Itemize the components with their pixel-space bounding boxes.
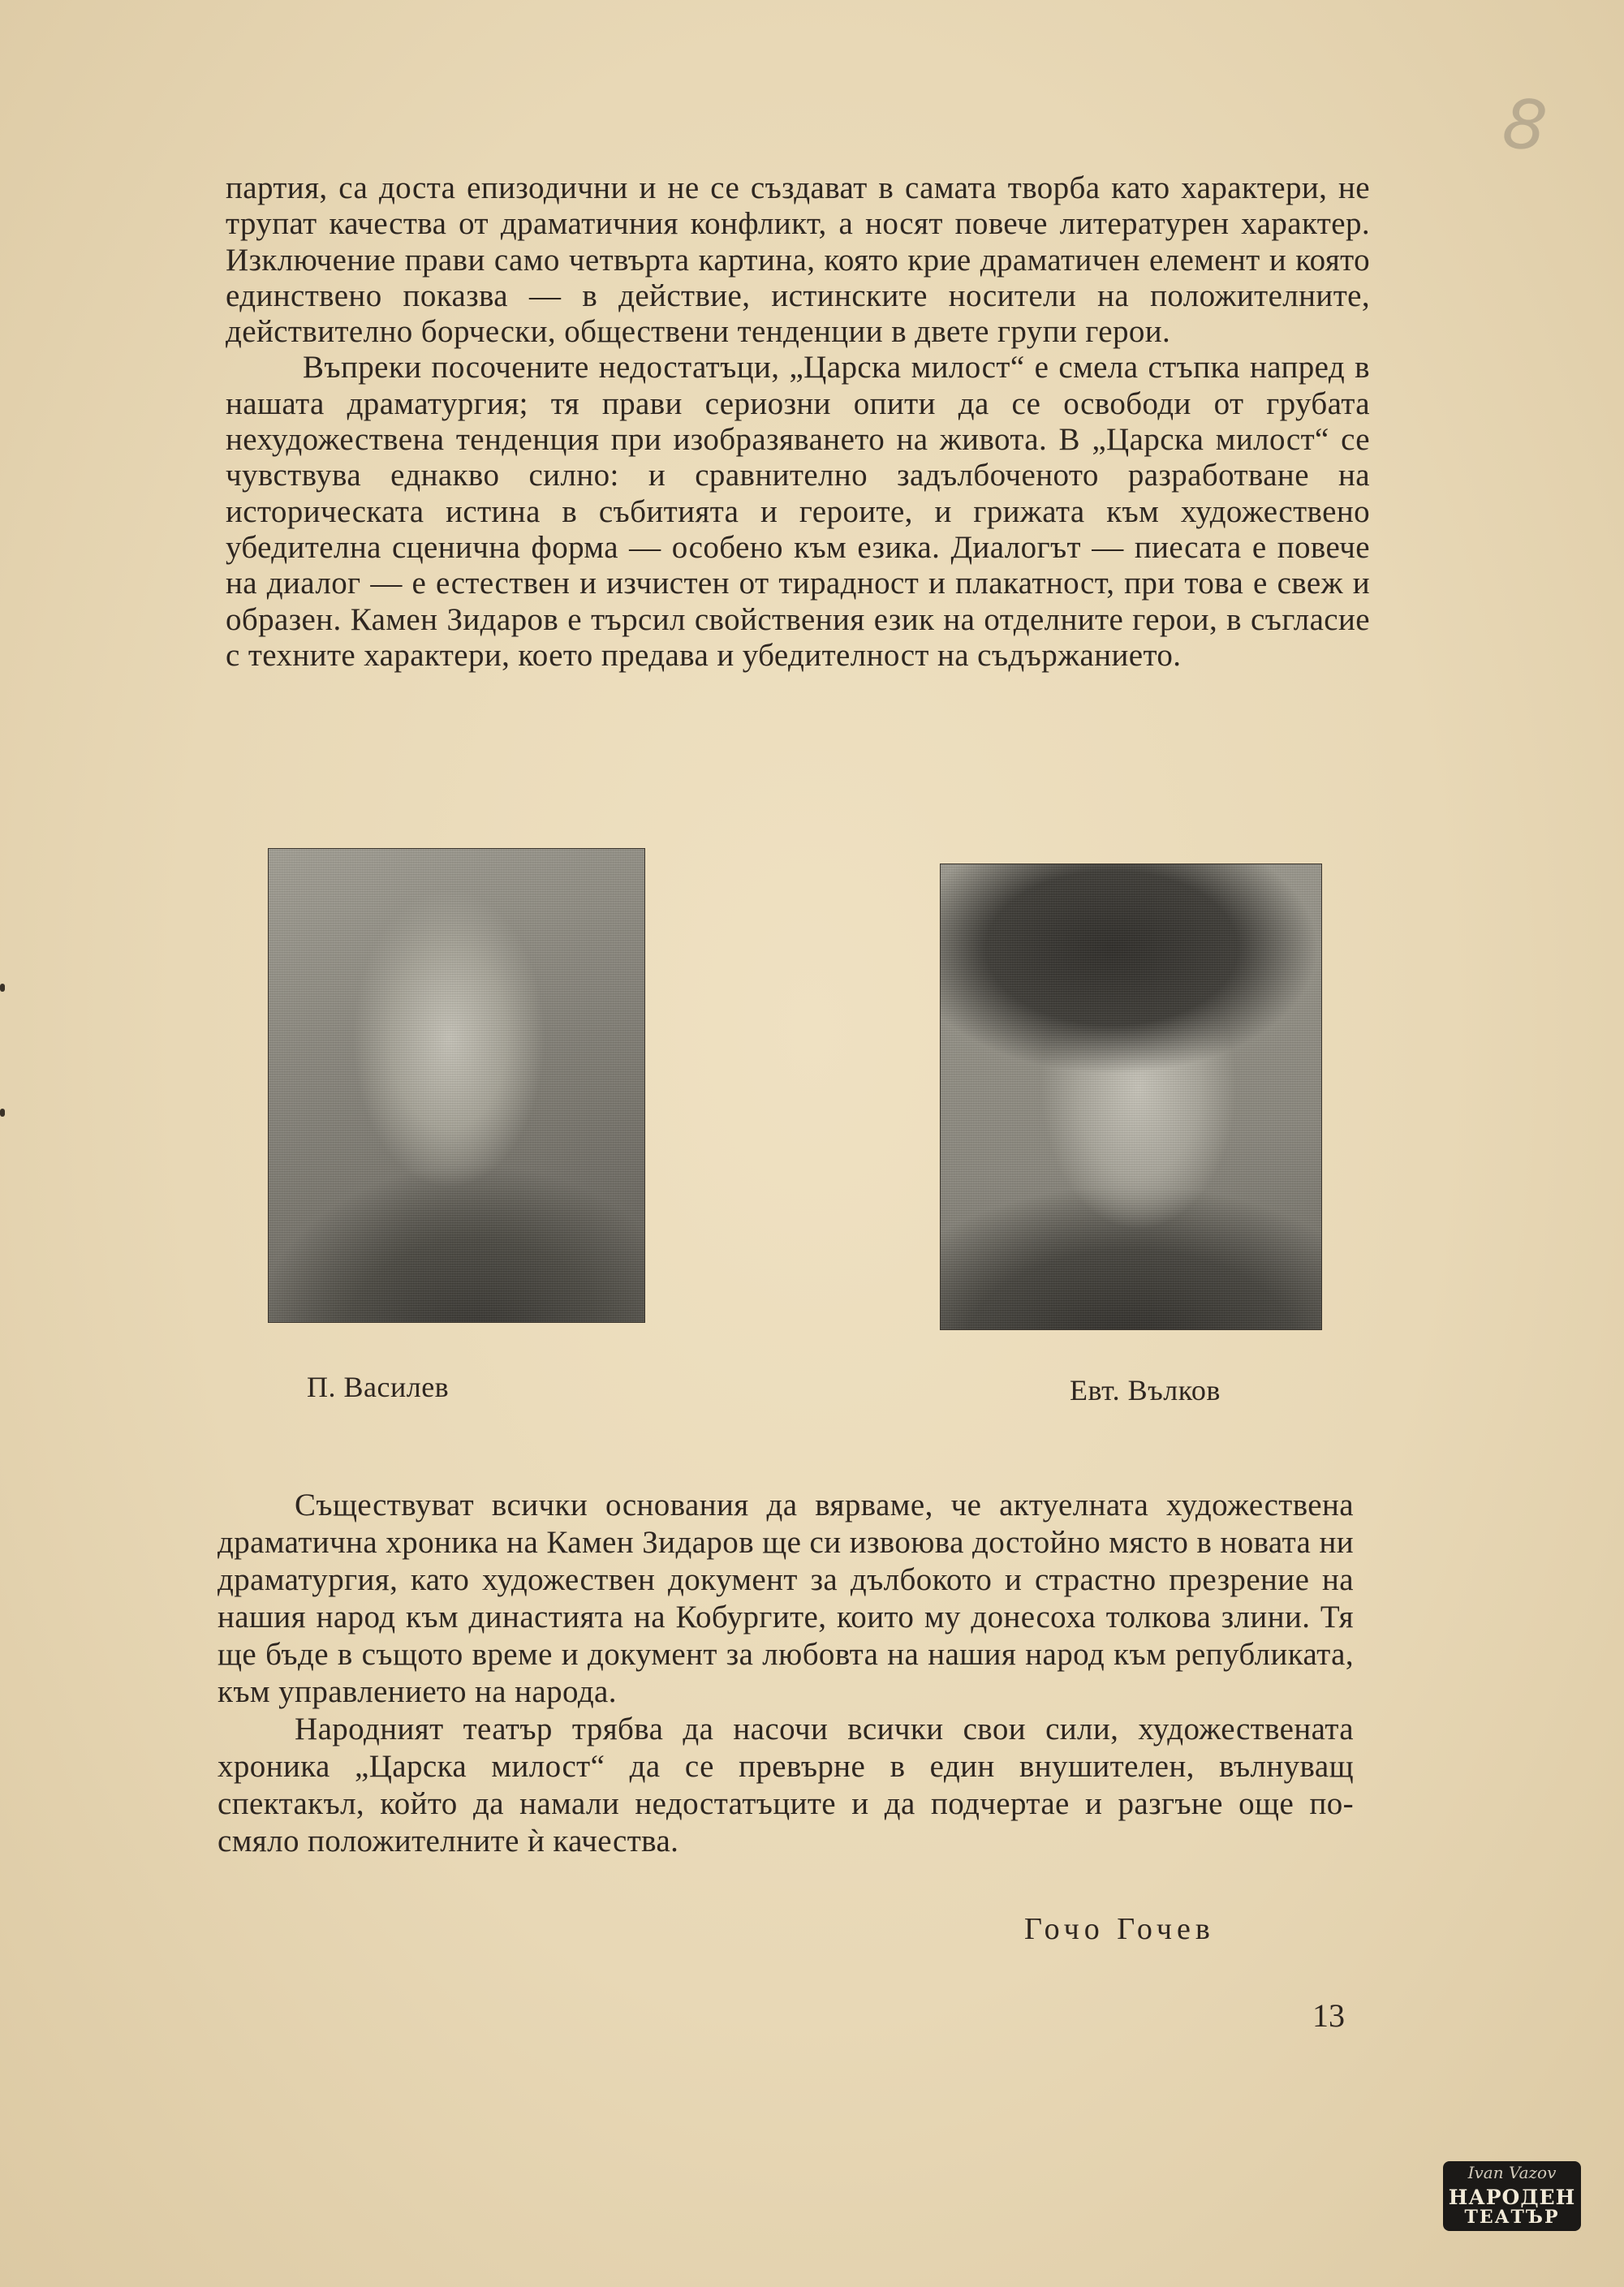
page-number: 13 — [1312, 1997, 1345, 2034]
article-text-top — [226, 170, 1370, 674]
paragraph: Въпреки посочените недостатъци, „Царска милост“ е смела стъпка напред в нашата драматургия; тя прави сериозни опити да се освободи от грубата нехудожествена тенденция при изобразяването на живота. В „Царска милост“ се чувствува еднакво силно: и сравнително задълбоченото разработване на историческата истина в събитията и героите, и грижата към художествено убедителна сценична форма — особено към езика. Диалогът — пиесата е повече на диалог — е естествен и изчистен от тираднoст и плакатност, при това е свеж и образен. Камен Зидаров е търсил свойствения език на отделните герои, в съгласие с техните характери, което предава и убедителност на съдържанието. — [226, 350, 1370, 673]
stamp-script: Ivan Vazov — [1467, 2163, 1557, 2182]
paragraph: Народният театър трябва да насочи всички свои сили, художествената хроника „Царска милост“ да се превърне в един внушителен, вълнуващ спектакъл, който да намали недостатъците и да подчертае и разгъне още по-смяло положителните ѝ качества. — [218, 1712, 1354, 1858]
portrait-photo-vasilev — [268, 848, 645, 1323]
binding-mark — [0, 984, 5, 992]
page-annotation: 8 — [1499, 83, 1551, 167]
author-signature: Гочо Гочев — [1024, 1912, 1215, 1946]
photo-caption: Евт. Вълков — [1070, 1374, 1221, 1406]
stamp-line: НАРОДЕН — [1448, 2186, 1576, 2209]
portrait-photo-valkov — [940, 864, 1322, 1330]
paragraph: партия, са доста епизодични и не се създават в самата творба като характери, не трупат качества от драматичния конфликт, а носят повече литературен характер. Изключение прави само четвърта картина, която крие драматичен елемент и която единствено показва — в действие, истинските носители на положителните, действително борчески, обществени тенденции в двете групи герои. — [226, 170, 1370, 350]
photo-grain — [269, 849, 644, 1322]
binding-mark — [0, 1109, 5, 1117]
paragraph: Съществуват всички основания да вярваме, че актуелната художествена драматична хроника на Камен Зидаров ще си извоюва достойно място в новата ни драматургия, като художествен документ за дълбокото и страстно презрение на нашия народ към династията на Кобургите, които му донесоха толкова злини. Тя ще бъде в същото време и документ за любовта на нашия народ към републиката, към управлението на народа. — [218, 1488, 1354, 1709]
theatre-logo-stamp — [1443, 2161, 1581, 2231]
article-text-bottom — [218, 1487, 1354, 1860]
photo-grain — [941, 864, 1321, 1329]
photo-caption: П. Василев — [307, 1371, 450, 1403]
stamp-line: ТЕАТЪР — [1464, 2207, 1560, 2228]
